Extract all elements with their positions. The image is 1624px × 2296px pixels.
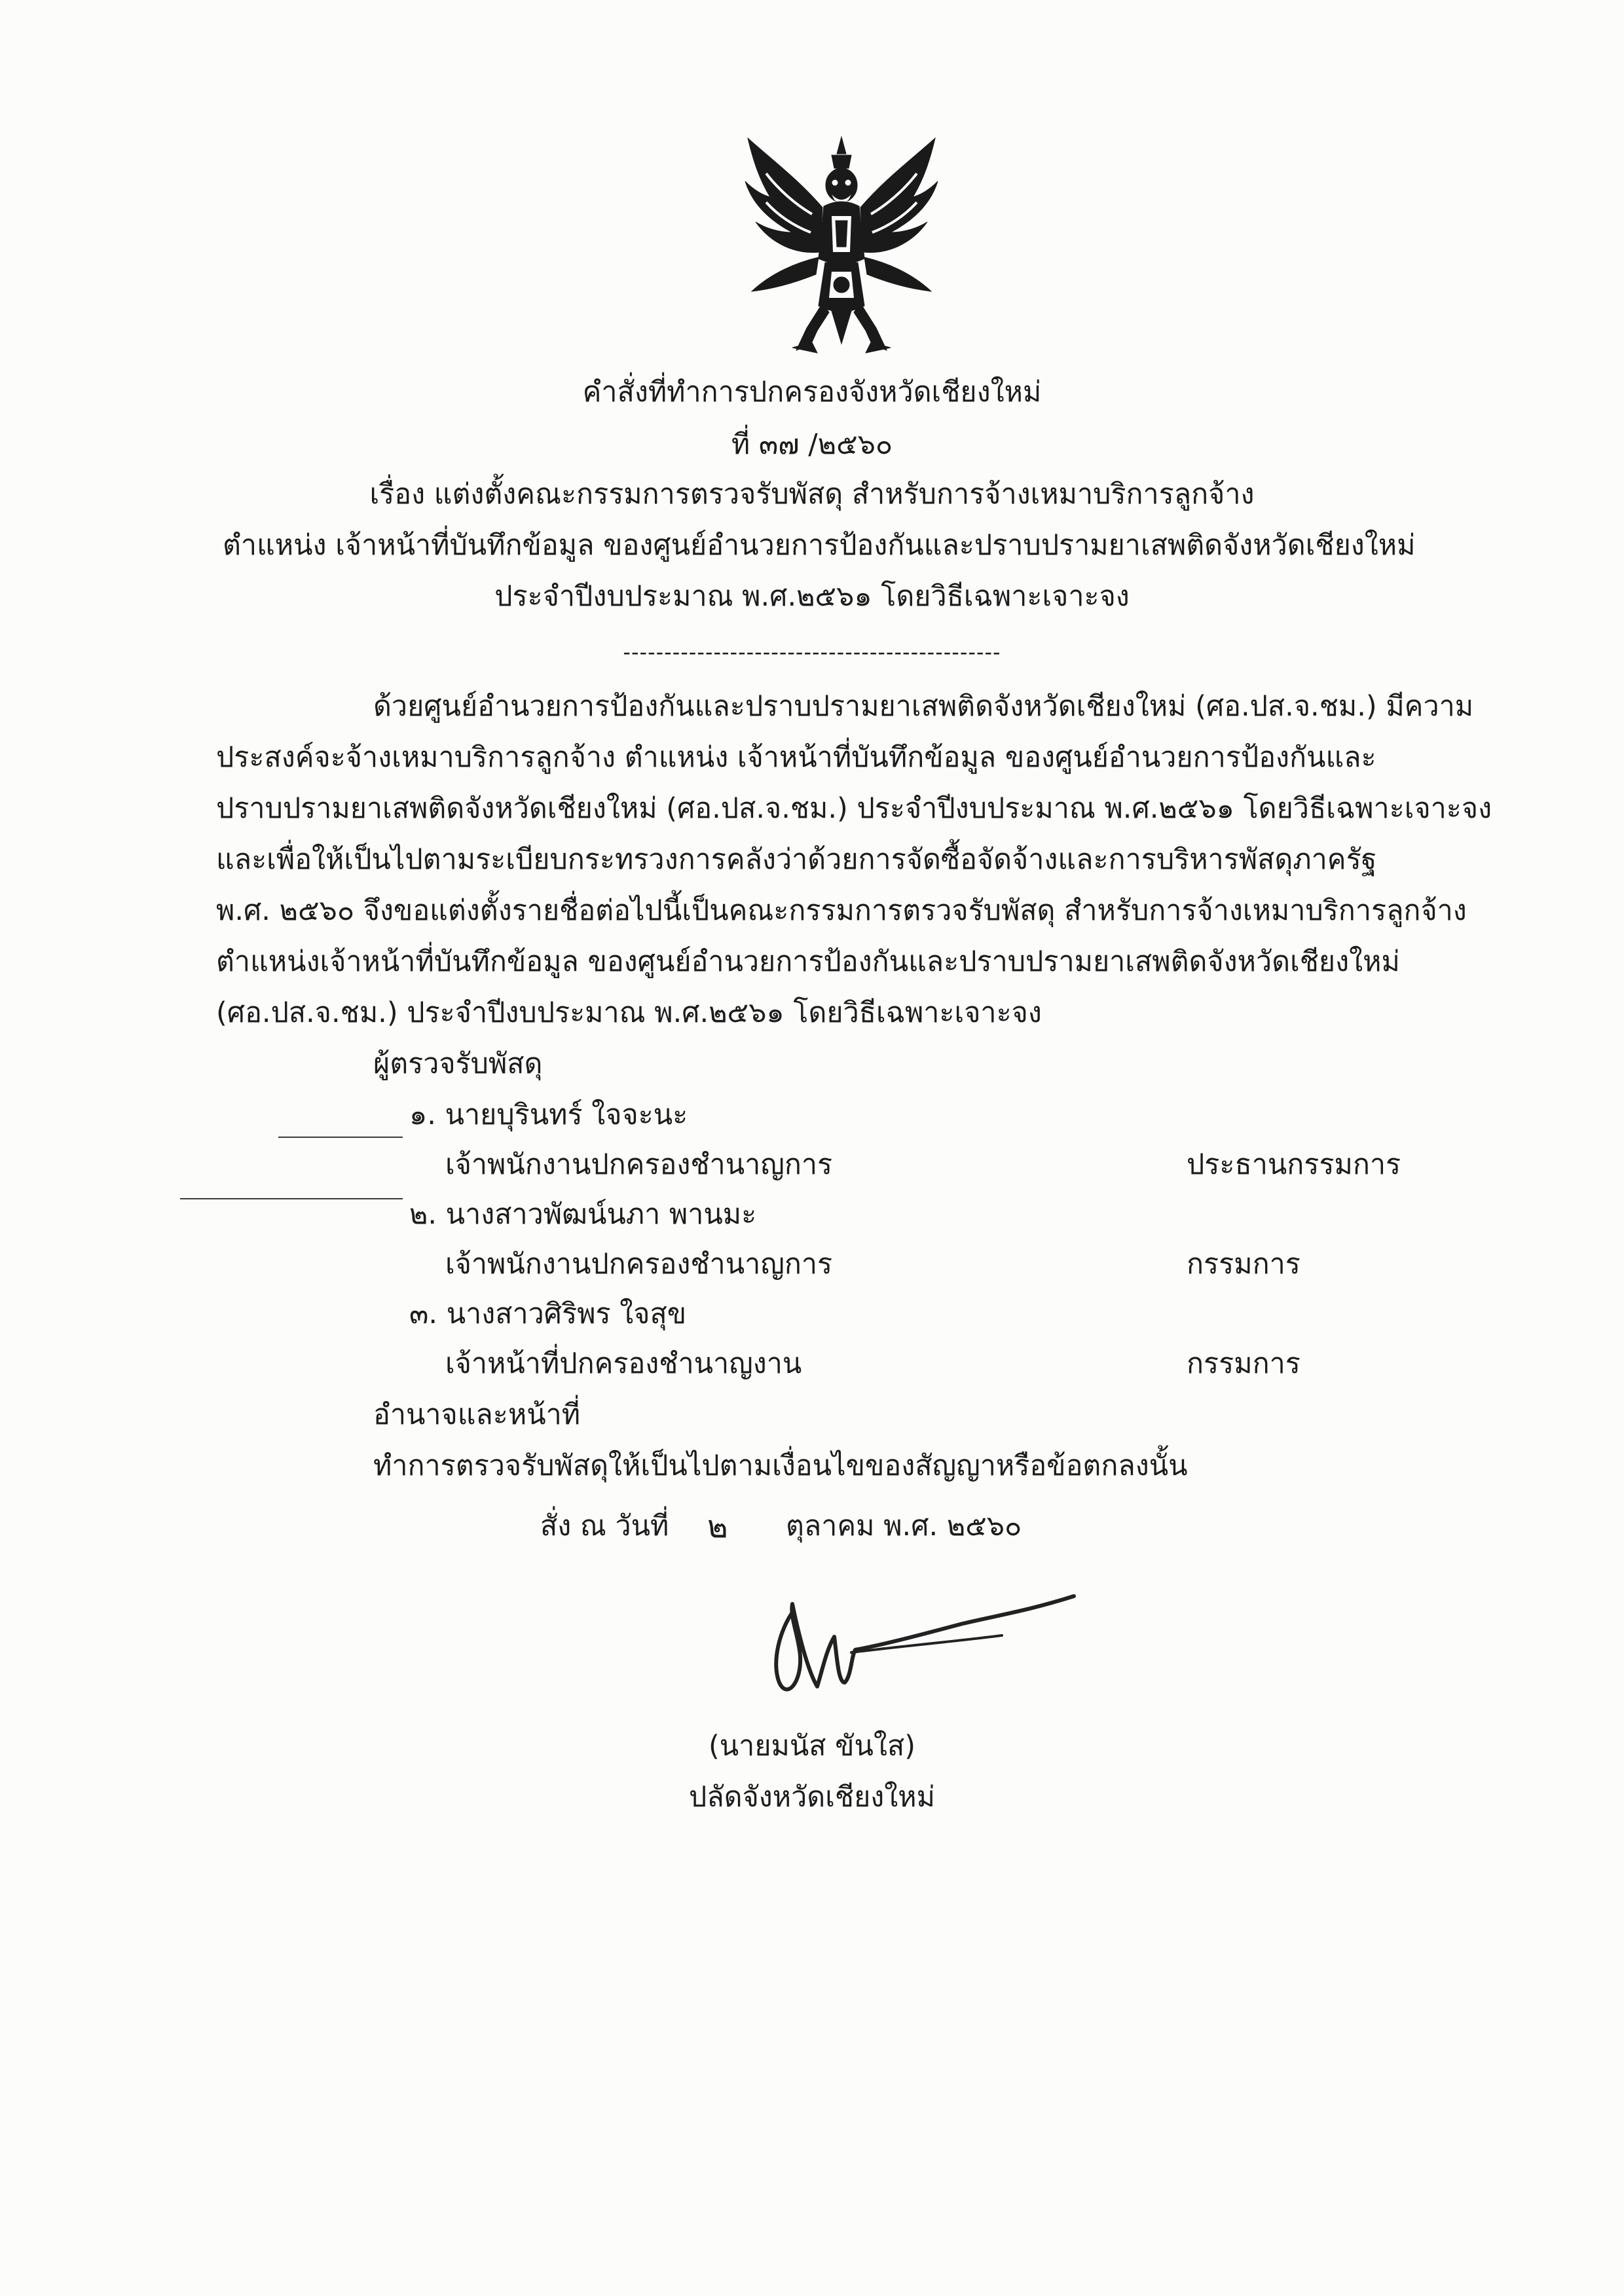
member-1-role: ประธานกรรมการ bbox=[1187, 1148, 1401, 1181]
body-line-1: ด้วยศูนย์อำนวยการป้องกันและปราบปรามยาเสพติดจังหวัดเชียงใหม่ (ศอ.ปส.จ.ชม.) มีความ bbox=[373, 690, 1474, 723]
member-2-name: ๒. นางสาวพัฒน์นภา พานมะ bbox=[409, 1198, 757, 1231]
handwritten-mark bbox=[180, 1198, 403, 1199]
member-3-role: กรรมการ bbox=[1187, 1347, 1301, 1380]
signatory-title: ปลัดจังหวัดเชียงใหม่ bbox=[689, 1781, 935, 1813]
body-line-7: (ศอ.ปส.จ.ชม.) ประจำปีงบประมาณ พ.ศ.๒๕๖๑ โดยวิธีเฉพาะเจาะจง bbox=[216, 996, 1042, 1029]
body-line-5: พ.ศ. ๒๕๖๐ จึงขอแต่งตั้งรายชื่อต่อไปนี้เป็นคณะกรรมการตรวจรับพัสดุ สำหรับการจ้างเหมาบริการลูกจ้าง bbox=[216, 894, 1467, 927]
member-3-position: เจ้าหน้าที่ปกครองชำนาญงาน bbox=[445, 1347, 802, 1380]
authority-heading: อำนาจและหน้าที่ bbox=[373, 1398, 581, 1431]
member-1-name: ๑. นายบุรินทร์ ใจจะนะ bbox=[409, 1099, 688, 1131]
handwritten-mark bbox=[278, 1137, 403, 1138]
member-1-position: เจ้าพนักงานปกครองชำนาญการ bbox=[445, 1148, 833, 1181]
member-2-position: เจ้าพนักงานปกครองชำนาญการ bbox=[445, 1248, 833, 1281]
order-date-month-year: ตุลาคม พ.ศ. ๒๕๖๐ bbox=[786, 1510, 1022, 1542]
subject-line-3: ประจำปีงบประมาณ พ.ศ.๒๕๖๑ โดยวิธีเฉพาะเจาะจง bbox=[494, 580, 1130, 613]
separator-line: ---------------------------------------------- bbox=[623, 640, 1001, 665]
signature-image bbox=[753, 1584, 1080, 1709]
body-line-3: ปราบปรามยาเสพติดจังหวัดเชียงใหม่ (ศอ.ปส.จ.ชม.) ประจำปีงบประมาณ พ.ศ.๒๕๖๑ โดยวิธีเฉพาะเจาะจง bbox=[216, 792, 1492, 825]
member-3-name: ๓. นางสาวศิริพร ใจสุข bbox=[409, 1298, 687, 1330]
member-2-role: กรรมการ bbox=[1187, 1248, 1301, 1281]
order-title: คำสั่งที่ทำการปกครองจังหวัดเชียงใหม่ bbox=[582, 376, 1042, 409]
signatory-name: (นายมนัส ขันใส) bbox=[709, 1730, 915, 1762]
order-date-day: ๒ bbox=[707, 1508, 728, 1545]
body-line-2: ประสงค์จะจ้างเหมาบริการลูกจ้าง ตำแหน่ง เจ้าหน้าที่บันทึกข้อมูล ของศูนย์อำนวยการป้องกันและ bbox=[216, 741, 1376, 774]
subject-line-2: ตำแหน่ง เจ้าหน้าที่บันทึกข้อมูล ของศูนย์อำนวยการป้องกันและปราบปรามยาเสพติดจังหวัดเชียงใหม่ bbox=[223, 529, 1416, 562]
body-line-6: ตำแหน่งเจ้าหน้าที่บันทึกข้อมูล ของศูนย์อำนวยการป้องกันและปราบปรามยาเสพติดจังหวัดเชียงใหม่ bbox=[216, 945, 1400, 978]
order-date-prefix: สั่ง ณ วันที่ bbox=[540, 1510, 669, 1542]
authority-text: ทำการตรวจรับพัสดุให้เป็นไปตามเงื่อนไขของสัญญาหรือข้อตกลงนั้น bbox=[373, 1449, 1188, 1482]
garuda-emblem-icon bbox=[733, 134, 950, 354]
subject-line-1: เรื่อง แต่งตั้งคณะกรรมการตรวจรับพัสดุ สำหรับการจ้างเหมาบริการลูกจ้าง bbox=[369, 478, 1255, 511]
committee-heading: ผู้ตรวจรับพัสดุ bbox=[373, 1048, 543, 1080]
body-line-4: และเพื่อให้เป็นไปตามระเบียบกระทรวงการคลังว่าด้วยการจัดซื้อจัดจ้างและการบริหารพัสดุภาครัฐ bbox=[216, 843, 1377, 876]
order-number: ที่ ๓๗ /๒๕๖๐ bbox=[731, 428, 893, 461]
